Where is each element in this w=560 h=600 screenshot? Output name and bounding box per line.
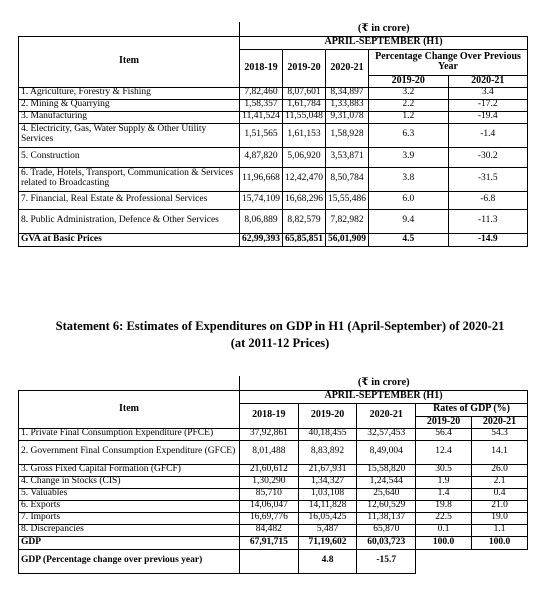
statement-6-subtitle: (at 2011-12 Prices) <box>230 336 330 350</box>
item-header: Item <box>19 36 240 87</box>
pct-cell: 54.3 <box>472 428 528 440</box>
total-row <box>19 233 528 246</box>
pct-cell: 6.3 <box>369 123 449 147</box>
year-header: 2019-20 <box>298 403 357 428</box>
row-item-label: 7. Financial, Real Estate & Professional Services <box>19 191 240 209</box>
value-cell: 16,05,425 <box>298 512 357 524</box>
value-cell: 37,92,861 <box>240 428 299 440</box>
row-item-label: 8. Discrepancies <box>19 524 240 536</box>
total-pct-cell: 100.0 <box>472 536 528 549</box>
value-cell: 8,83,892 <box>298 440 357 464</box>
row-item-label: 6. Trade, Hotels, Transport, Communication & Services related to Broadcasting <box>19 167 240 191</box>
value-cell: 8,34,897 <box>326 87 369 99</box>
value-cell: 11,41,524 <box>240 111 283 123</box>
value-cell: 7,82,460 <box>240 87 283 99</box>
table-row <box>19 87 528 99</box>
value-cell: 84,482 <box>240 524 299 536</box>
value-cell: 12,42,470 <box>283 167 326 191</box>
pct-cell: 1.2 <box>369 111 449 123</box>
pct-cell: 3.2 <box>369 87 449 99</box>
growth-label: GDP (Percentage change over previous year) <box>19 549 240 573</box>
rate-year-header: 2020-21 <box>472 416 528 428</box>
rate-year-header: 2019-20 <box>416 416 472 428</box>
table-row <box>19 440 528 464</box>
year-header: 2019-20 <box>283 49 326 87</box>
value-cell: 1,24,544 <box>357 476 416 488</box>
value-cell: 1,61,153 <box>283 123 326 147</box>
pct-cell: -19.4 <box>448 111 528 123</box>
table-row <box>19 512 528 524</box>
pct-cell: 3.4 <box>448 87 528 99</box>
value-cell: 12,60,529 <box>357 500 416 512</box>
gva-table <box>18 22 528 247</box>
statement-6-title: Statement 6: Estimates of Expenditures on GDP in H1 (April-September) of 2020-21 <box>55 319 505 333</box>
pct-cell: 1.9 <box>416 476 472 488</box>
blank-cell <box>19 22 240 36</box>
pct-cell: 26.0 <box>472 464 528 476</box>
row-item-label: 2. Government Final Consumption Expenditure (GFCE) <box>19 440 240 464</box>
table-row <box>19 99 528 111</box>
pct-cell: 30.5 <box>416 464 472 476</box>
pct-cell: 6.0 <box>369 191 449 209</box>
value-cell: 1,03,108 <box>298 488 357 500</box>
item-header: Item <box>19 390 240 428</box>
total-value-cell: 71,19,602 <box>298 536 357 549</box>
table-row <box>19 524 528 536</box>
value-cell: 7,82,982 <box>326 209 369 233</box>
row-item-label: 8. Public Administration, Defence & Other Services <box>19 209 240 233</box>
pct-cell: -30.2 <box>448 147 528 167</box>
value-cell: 1,33,883 <box>326 99 369 111</box>
value-cell: 65,870 <box>357 524 416 536</box>
blank-cell <box>19 376 240 390</box>
year-header: 2020-21 <box>357 403 416 428</box>
value-cell: 8,07,601 <box>283 87 326 99</box>
growth-value-cell: 4.8 <box>298 549 357 573</box>
row-item-label: 1. Private Final Consumption Expenditure (PFCE) <box>19 428 240 440</box>
total-value-cell: 67,91,715 <box>240 536 299 549</box>
row-item-label: 3. Gross Fixed Capital Formation (GFCF) <box>19 464 240 476</box>
pct-year-header: 2020-21 <box>448 75 528 87</box>
value-cell: 3,53,871 <box>326 147 369 167</box>
value-cell: 11,55,048 <box>283 111 326 123</box>
value-cell: 40,18,455 <box>298 428 357 440</box>
expenditure-table <box>18 376 528 574</box>
pct-cell: -1.4 <box>448 123 528 147</box>
value-cell: 21,67,931 <box>298 464 357 476</box>
value-cell: 5,487 <box>298 524 357 536</box>
cropped-heading <box>0 0 560 8</box>
blank-cell <box>416 549 528 573</box>
value-cell: 8,49,004 <box>357 440 416 464</box>
value-cell: 21,60,612 <box>240 464 299 476</box>
pct-cell: 12.4 <box>416 440 472 464</box>
value-cell: 85,710 <box>240 488 299 500</box>
pct-cell: -6.8 <box>448 191 528 209</box>
row-item-label: 4. Electricity, Gas, Water Supply & Other Utility Services <box>19 123 240 147</box>
year-header: 2018-19 <box>240 403 299 428</box>
value-cell: 8,82,579 <box>283 209 326 233</box>
value-cell: 4,87,820 <box>240 147 283 167</box>
year-header: 2018-19 <box>240 49 283 87</box>
total-pct-cell: 4.5 <box>369 233 449 246</box>
value-cell: 15,58,820 <box>357 464 416 476</box>
table-row <box>19 428 528 440</box>
value-cell: 1,34,327 <box>298 476 357 488</box>
row-item-label: 6. Exports <box>19 500 240 512</box>
year-header: 2020-21 <box>326 49 369 87</box>
pct-cell: 56.4 <box>416 428 472 440</box>
value-cell: 15,55,486 <box>326 191 369 209</box>
value-cell: 1,58,357 <box>240 99 283 111</box>
value-cell: 14,06,047 <box>240 500 299 512</box>
row-item-label: 5. Construction <box>19 147 240 167</box>
pct-cell: 2.1 <box>472 476 528 488</box>
pct-cell: -11.3 <box>448 209 528 233</box>
growth-value-cell: -15.7 <box>357 549 416 573</box>
pct-cell: -17.2 <box>448 99 528 111</box>
unit-label: (₹ in crore) <box>357 23 410 35</box>
total-value-cell: 62,99,393 <box>240 233 283 246</box>
table-row <box>19 209 528 233</box>
pct-cell: 14.1 <box>472 440 528 464</box>
table-row <box>19 476 528 488</box>
pct-cell: 3.8 <box>369 167 449 191</box>
value-cell: 16,69,776 <box>240 512 299 524</box>
total-label: GVA at Basic Prices <box>19 233 240 246</box>
pct-cell: 19.8 <box>416 500 472 512</box>
row-item-label: 7. Imports <box>19 512 240 524</box>
table-row <box>19 191 528 209</box>
period-header: APRIL-SEPTEMBER (H1) <box>240 36 528 49</box>
row-item-label: 5. Valuables <box>19 488 240 500</box>
pct-cell: 22.5 <box>416 512 472 524</box>
table-row <box>19 147 528 167</box>
value-cell: 1,58,928 <box>326 123 369 147</box>
value-cell: 25,640 <box>357 488 416 500</box>
pct-cell: 0.4 <box>472 488 528 500</box>
table-row <box>19 464 528 476</box>
value-cell: 11,96,668 <box>240 167 283 191</box>
unit-label: (₹ in crore) <box>357 377 410 389</box>
total-value-cell: 56,01,909 <box>326 233 369 246</box>
value-cell: 15,74,109 <box>240 191 283 209</box>
pct-year-header: 2019-20 <box>369 75 449 87</box>
row-item-label: 2. Mining & Quarrying <box>19 99 240 111</box>
pct-cell: 9.4 <box>369 209 449 233</box>
value-cell: 9,31,078 <box>326 111 369 123</box>
value-cell: 8,01,488 <box>240 440 299 464</box>
value-cell: 8,50,784 <box>326 167 369 191</box>
value-cell: 8,06,889 <box>240 209 283 233</box>
value-cell: 5,06,920 <box>283 147 326 167</box>
pct-cell: 1.1 <box>472 524 528 536</box>
value-cell: 1,61,784 <box>283 99 326 111</box>
row-item-label: 1. Agriculture, Forestry & Fishing <box>19 87 240 99</box>
value-cell: 14,11,828 <box>298 500 357 512</box>
growth-value-cell <box>240 549 299 573</box>
pct-cell: 0.1 <box>416 524 472 536</box>
table-row <box>19 167 528 191</box>
value-cell: 1,51,565 <box>240 123 283 147</box>
total-pct-cell: 100.0 <box>416 536 472 549</box>
total-pct-cell: -14.9 <box>448 233 528 246</box>
total-value-cell: 65,85,851 <box>283 233 326 246</box>
total-row <box>19 536 528 549</box>
table-row <box>19 111 528 123</box>
period-header: APRIL-SEPTEMBER (H1) <box>240 390 528 403</box>
pct-cell: 19.0 <box>472 512 528 524</box>
total-label: GDP <box>19 536 240 549</box>
pct-cell: 1.4 <box>416 488 472 500</box>
rates-header: Rates of GDP (%) <box>416 403 528 416</box>
table-row <box>19 488 528 500</box>
pct-cell: -31.5 <box>448 167 528 191</box>
row-item-label: 3. Manufacturing <box>19 111 240 123</box>
value-cell: 32,57,453 <box>357 428 416 440</box>
pct-change-header: Percentage Change Over Previous Year <box>369 49 528 75</box>
table-row <box>19 500 528 512</box>
pct-cell: 21.0 <box>472 500 528 512</box>
row-item-label: 4. Change in Stocks (CIS) <box>19 476 240 488</box>
pct-cell: 2.2 <box>369 99 449 111</box>
growth-row <box>19 549 528 573</box>
value-cell: 11,38,137 <box>357 512 416 524</box>
table-row <box>19 123 528 147</box>
value-cell: 1,30,290 <box>240 476 299 488</box>
pct-cell: 3.9 <box>369 147 449 167</box>
value-cell: 16,68,296 <box>283 191 326 209</box>
total-value-cell: 60,03,723 <box>357 536 416 549</box>
